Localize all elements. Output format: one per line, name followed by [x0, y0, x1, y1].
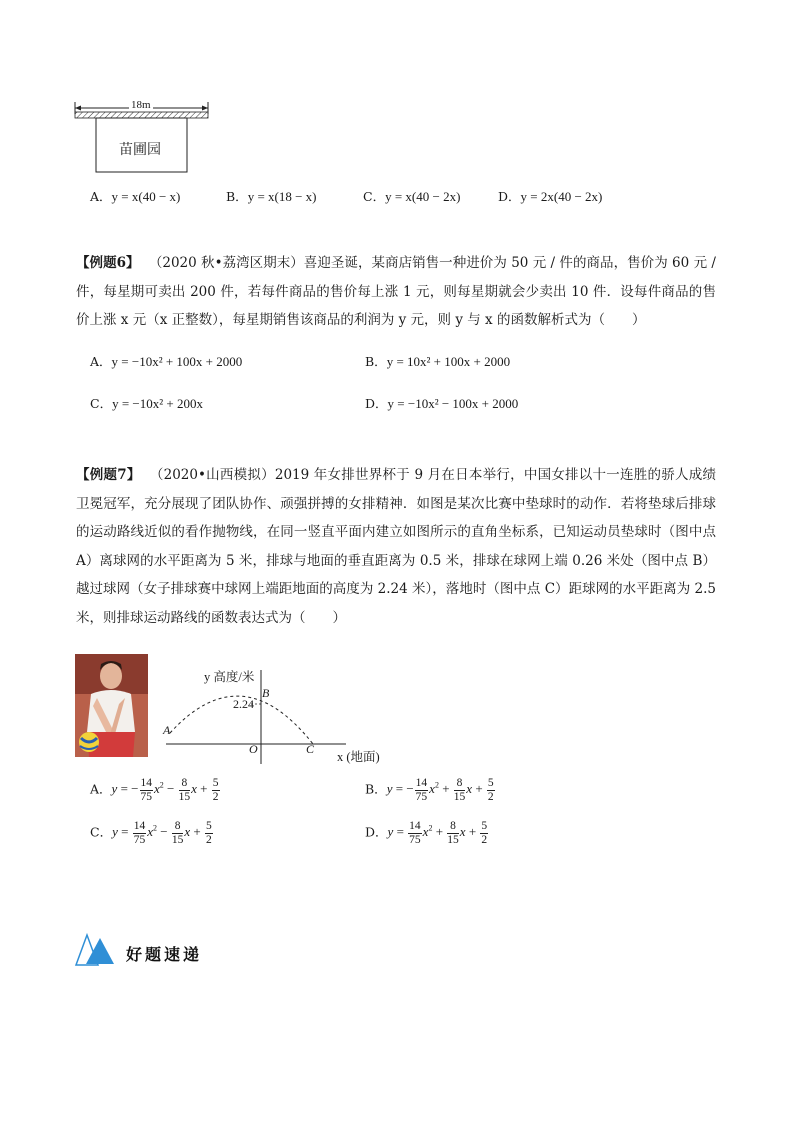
example6-question — [76, 249, 716, 335]
q5-option-d[interactable]: D．y = 2x(40 − 2x) — [498, 189, 603, 204]
wall-hatch — [75, 112, 208, 118]
ex6-option-a[interactable]: A．y = −10x² + 100x + 2000 — [90, 354, 243, 369]
section-title: 好题速递 — [126, 945, 203, 964]
triangle-logo-icon — [74, 932, 118, 968]
point-b-label: B — [262, 686, 270, 700]
ex6-option-d[interactable]: D．y = −10x² − 100x + 2000 — [365, 396, 519, 411]
q5-option-a[interactable]: A．y = x(40 − x) — [90, 189, 181, 204]
ex6-option-c[interactable]: C．y = −10x² + 200x — [90, 396, 203, 411]
ex7-option-a[interactable]: A．y = − $\frac{14}{75}$ $x^2$ − $\frac{8}{15}$ x + $\frac{5}{2}$ — [90, 777, 219, 803]
example7-text: （2020•山西模拟）2019 年女排世界杯于 9 月在日本举行，中国女排以十一连胜的骄人成绩卫冕冠军，充分展现了团队协作、顽强拼搏的女排精神．如图是某次比赛中垫球时的动作．若将垫球后排球的运动路线近似的看作抛物线，在同一竖直平面内建立如图所示的直角坐标系，已知运动员垫球时（图中点 A）离球网的水平距离为 5 米，排球与地面的垂直距离为 0.5 米，排球在球网上端 0.26 米处（图中点 B）越过球网（女子排球赛中球网上端距地面的高度为 2.24 米），落地时（图中点 C）距球网的水平距离为 2.5 米，则排球运动路线的函数表达式为（ ） — [76, 467, 716, 626]
q5-option-c[interactable]: C．y = x(40 − 2x) — [363, 189, 461, 204]
x-axis-label: x (地面) — [337, 750, 380, 764]
volleyball-player-photo — [75, 654, 148, 757]
origin-label: O — [249, 742, 258, 756]
ex6-option-b[interactable]: B．y = 10x² + 100x + 2000 — [365, 354, 511, 369]
ex7-option-d[interactable]: D．y = $\frac{14}{75}$ $x^2$ + $\frac{8}{15}$ x + $\frac{5}{2}$ — [365, 820, 488, 846]
example7-tag: 【例题7】 — [76, 467, 141, 483]
ex7-option-c[interactable]: C．y = $\frac{14}{75}$ $x^2$ − $\frac{8}{15}$ x + $\frac{5}{2}$ — [90, 820, 212, 846]
point-a-label: A — [163, 723, 171, 737]
point-c-label: C — [306, 742, 315, 756]
dimension-label: 18m — [131, 99, 151, 111]
example7-question — [76, 461, 716, 633]
ex7-option-b[interactable]: B．y = − $\frac{14}{75}$ $x^2$ + $\frac{8}{15}$ x + $\frac{5}{2}$ — [365, 777, 494, 803]
q5-option-b[interactable]: B．y = x(18 − x) — [226, 189, 317, 204]
example6-tag: 【例题6】 — [76, 255, 140, 271]
y-axis-label: y 高度/米 — [204, 670, 255, 684]
net-height-label: 2.24 — [233, 697, 254, 711]
garden-label: 苗圃园 — [119, 142, 161, 158]
example6-text: （2020 秋•荔湾区期末）喜迎圣诞，某商店销售一种进价为 50 元 / 件的商品，售价为 60 元 / 件，每星期可卖出 200 件，若每件商品的售价每上涨 1 元，则每星期就会少卖出 10 件．设每件商品的售价上涨 x 元（x 正整数），每星期销售该商品的利润为 y 元，则 y 与 x 的函数解析式为（ ） — [76, 255, 716, 329]
